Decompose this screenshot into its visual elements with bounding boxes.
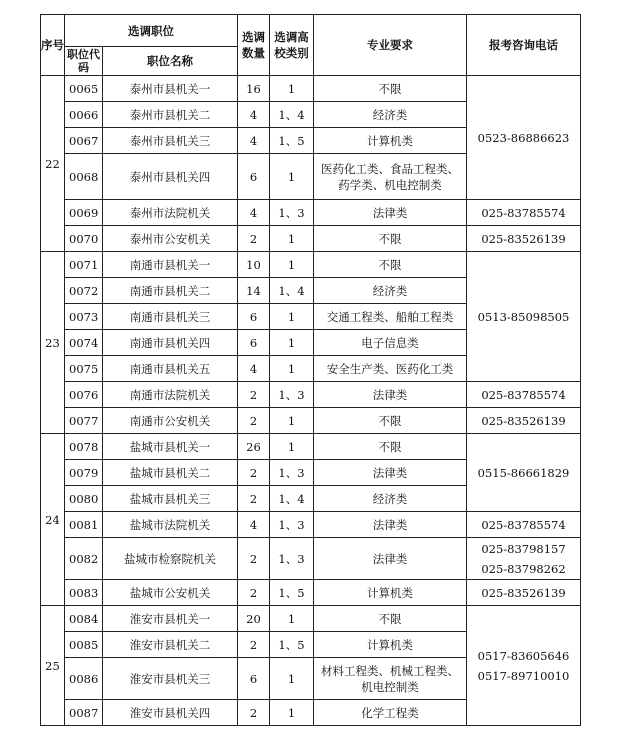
name-cell: 盐城市县机关二: [103, 460, 238, 486]
table-row: [41, 382, 581, 408]
name-cell: 南通市县机关五: [103, 356, 238, 382]
phone-cell: [467, 512, 581, 538]
code-cell: 0077: [65, 408, 103, 434]
count-cell: 2: [238, 460, 270, 486]
phone-number: 025-83785574: [481, 205, 566, 220]
count-cell: 6: [238, 330, 270, 356]
name-cell: 南通市县机关三: [103, 304, 238, 330]
code-cell: 0072: [65, 278, 103, 304]
name-cell: 泰州市法院机关: [103, 200, 238, 226]
table-row: [41, 538, 581, 580]
type-cell: 1、4: [270, 102, 314, 128]
phone-cell: [467, 226, 581, 252]
code-cell: 0069: [65, 200, 103, 226]
phone-cell: [467, 76, 581, 200]
name-cell: 盐城市县机关一: [103, 434, 238, 460]
major-cell: 计算机类: [314, 632, 467, 658]
seq-cell: 22: [41, 76, 65, 252]
code-cell: 0085: [65, 632, 103, 658]
major-cell: 计算机类: [314, 580, 467, 606]
code-cell: 0067: [65, 128, 103, 154]
type-cell: 1: [270, 304, 314, 330]
name-cell: 淮安市县机关二: [103, 632, 238, 658]
count-cell: 4: [238, 200, 270, 226]
major-cell: 不限: [314, 434, 467, 460]
table-row: [41, 606, 581, 632]
type-cell: 1: [270, 434, 314, 460]
code-cell: 0071: [65, 252, 103, 278]
count-cell: 16: [238, 76, 270, 102]
code-cell: 0079: [65, 460, 103, 486]
table-row: [41, 226, 581, 252]
name-cell: 南通市公安机关: [103, 408, 238, 434]
name-cell: 泰州市县机关三: [103, 128, 238, 154]
table-row: [41, 434, 581, 460]
header-school-type: 选调高校类别: [270, 15, 314, 76]
count-cell: 6: [238, 658, 270, 700]
major-cell: 法律类: [314, 460, 467, 486]
code-cell: 0068: [65, 154, 103, 200]
phone-number: 0517-83605646: [477, 648, 570, 663]
count-cell: 6: [238, 304, 270, 330]
major-cell: 经济类: [314, 278, 467, 304]
type-cell: 1: [270, 700, 314, 726]
major-cell: 安全生产类、医药化工类: [314, 356, 467, 382]
major-cell: 计算机类: [314, 128, 467, 154]
header-code: 职位代码: [65, 47, 103, 76]
type-cell: 1、5: [270, 632, 314, 658]
count-cell: 4: [238, 102, 270, 128]
table-row: [41, 252, 581, 278]
name-cell: 盐城市法院机关: [103, 512, 238, 538]
header-major: 专业要求: [314, 15, 467, 76]
header-seq: 序号: [41, 15, 65, 76]
name-cell: 南通市县机关二: [103, 278, 238, 304]
type-cell: 1: [270, 154, 314, 200]
seq-cell: 24: [41, 434, 65, 606]
table-row: [41, 200, 581, 226]
count-cell: 26: [238, 434, 270, 460]
count-cell: 2: [238, 408, 270, 434]
table-row: [41, 76, 581, 102]
name-cell: 泰州市公安机关: [103, 226, 238, 252]
code-cell: 0070: [65, 226, 103, 252]
name-cell: 淮安市县机关四: [103, 700, 238, 726]
phone-number: 0523-86886623: [477, 130, 570, 145]
major-cell: 不限: [314, 76, 467, 102]
code-cell: 0078: [65, 434, 103, 460]
major-cell: 法律类: [314, 512, 467, 538]
phone-cell: [467, 252, 581, 382]
name-cell: 南通市县机关一: [103, 252, 238, 278]
major-cell: 不限: [314, 252, 467, 278]
type-cell: 1、3: [270, 512, 314, 538]
type-cell: 1: [270, 356, 314, 382]
major-cell: 经济类: [314, 486, 467, 512]
type-cell: 1: [270, 606, 314, 632]
phone-cell: [467, 606, 581, 726]
code-cell: 0083: [65, 580, 103, 606]
code-cell: 0073: [65, 304, 103, 330]
phone-number: 0515-86661829: [477, 465, 570, 480]
phone-number: 025-83798262: [481, 561, 566, 576]
phone-number: 025-83526139: [481, 413, 566, 428]
name-cell: 盐城市公安机关: [103, 580, 238, 606]
code-cell: 0076: [65, 382, 103, 408]
count-cell: 2: [238, 700, 270, 726]
header-name: 职位名称: [103, 47, 238, 76]
name-cell: 泰州市县机关一: [103, 76, 238, 102]
type-cell: 1、3: [270, 382, 314, 408]
type-cell: 1、5: [270, 580, 314, 606]
type-cell: 1、3: [270, 538, 314, 580]
count-cell: 20: [238, 606, 270, 632]
major-cell: 不限: [314, 408, 467, 434]
major-cell: 法律类: [314, 200, 467, 226]
phone-cell: [467, 580, 581, 606]
count-cell: 2: [238, 486, 270, 512]
code-cell: 0074: [65, 330, 103, 356]
major-cell: 不限: [314, 226, 467, 252]
count-cell: 2: [238, 382, 270, 408]
type-cell: 1、3: [270, 200, 314, 226]
header-phone: 报考咨询电话: [467, 15, 581, 76]
name-cell: 南通市县机关四: [103, 330, 238, 356]
type-cell: 1、4: [270, 486, 314, 512]
table-row: [41, 512, 581, 538]
table-row: [41, 408, 581, 434]
type-cell: 1: [270, 226, 314, 252]
name-cell: 淮安市县机关三: [103, 658, 238, 700]
code-cell: 0081: [65, 512, 103, 538]
table-row: [41, 580, 581, 606]
count-cell: 2: [238, 580, 270, 606]
code-cell: 0082: [65, 538, 103, 580]
count-cell: 4: [238, 128, 270, 154]
code-cell: 0065: [65, 76, 103, 102]
name-cell: 盐城市检察院机关: [103, 538, 238, 580]
name-cell: 盐城市县机关三: [103, 486, 238, 512]
phone-number: 025-83526139: [481, 585, 566, 600]
count-cell: 2: [238, 632, 270, 658]
major-cell: 不限: [314, 606, 467, 632]
count-cell: 6: [238, 154, 270, 200]
count-cell: 14: [238, 278, 270, 304]
phone-cell: [467, 382, 581, 408]
code-cell: 0066: [65, 102, 103, 128]
phone-cell: [467, 200, 581, 226]
phone-cell: [467, 408, 581, 434]
code-cell: 0084: [65, 606, 103, 632]
code-cell: 0086: [65, 658, 103, 700]
phone-cell: [467, 538, 581, 580]
major-cell: 电子信息类: [314, 330, 467, 356]
major-cell: 法律类: [314, 538, 467, 580]
type-cell: 1、4: [270, 278, 314, 304]
name-cell: 淮安市县机关一: [103, 606, 238, 632]
type-cell: 1: [270, 76, 314, 102]
major-cell: 材料工程类、机械工程类、机电控制类: [314, 658, 467, 700]
type-cell: 1: [270, 658, 314, 700]
major-cell: 经济类: [314, 102, 467, 128]
count-cell: 2: [238, 226, 270, 252]
phone-number: 0513-85098505: [477, 309, 570, 324]
count-cell: 10: [238, 252, 270, 278]
count-cell: 4: [238, 512, 270, 538]
count-cell: 2: [238, 538, 270, 580]
type-cell: 1: [270, 408, 314, 434]
phone-number: 0517-89710010: [477, 668, 570, 683]
header-position-group: 选调职位: [65, 15, 238, 47]
phone-number: 025-83798157: [481, 541, 566, 556]
seq-cell: 25: [41, 606, 65, 726]
name-cell: 泰州市县机关四: [103, 154, 238, 200]
major-cell: 医药化工类、食品工程类、药学类、机电控制类: [314, 154, 467, 200]
type-cell: 1、5: [270, 128, 314, 154]
type-cell: 1、3: [270, 460, 314, 486]
phone-number: 025-83526139: [481, 231, 566, 246]
type-cell: 1: [270, 330, 314, 356]
code-cell: 0087: [65, 700, 103, 726]
header-count: 选调数量: [238, 15, 270, 76]
phone-number: 025-83785574: [481, 387, 566, 402]
type-cell: 1: [270, 252, 314, 278]
count-cell: 4: [238, 356, 270, 382]
phone-number: 025-83785574: [481, 517, 566, 532]
major-cell: 化学工程类: [314, 700, 467, 726]
recruitment-table: [40, 14, 581, 726]
phone-cell: [467, 434, 581, 512]
name-cell: 南通市法院机关: [103, 382, 238, 408]
code-cell: 0080: [65, 486, 103, 512]
major-cell: 法律类: [314, 382, 467, 408]
major-cell: 交通工程类、船舶工程类: [314, 304, 467, 330]
name-cell: 泰州市县机关二: [103, 102, 238, 128]
code-cell: 0075: [65, 356, 103, 382]
seq-cell: 23: [41, 252, 65, 434]
